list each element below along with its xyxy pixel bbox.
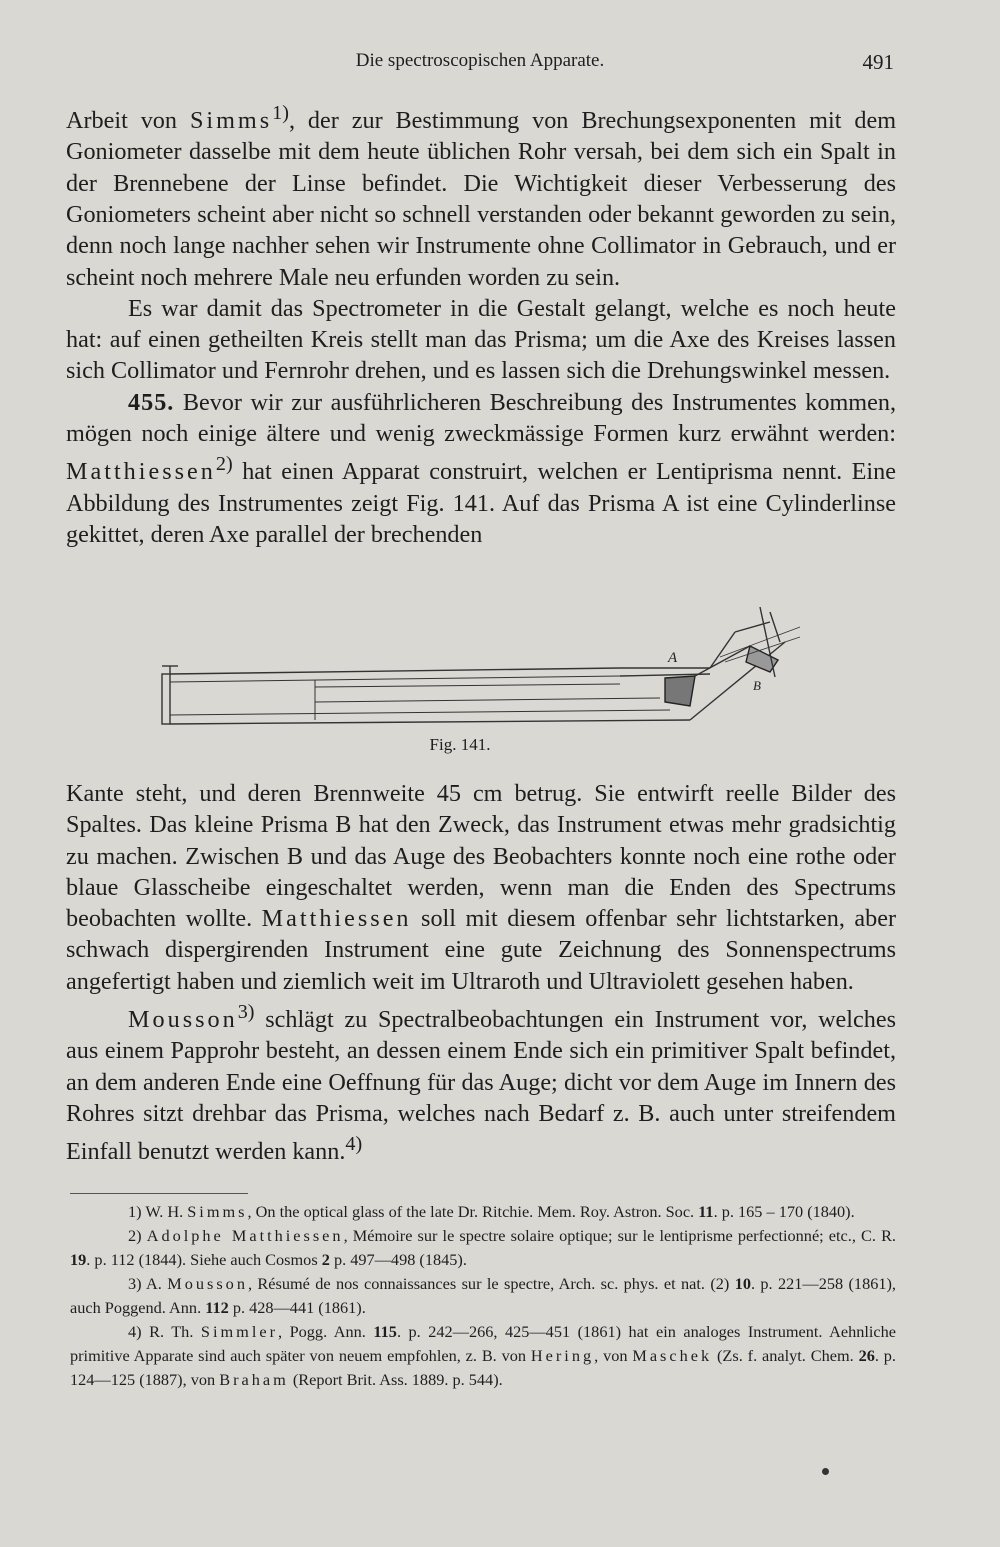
- paragraph-4: [66, 778, 896, 997]
- footnote-ref-1: 1): [272, 102, 289, 124]
- fn2-text-end: p. 497—498 (1845).: [329, 1250, 467, 1269]
- para1-text-start: Arbeit von: [66, 107, 190, 135]
- fn4-text-4: (Zs. f. analyt. Chem.: [712, 1346, 859, 1365]
- author-name-simms: Simms: [189, 107, 273, 135]
- fn1-text-end: . p. 165 – 170 (1840).: [713, 1202, 855, 1221]
- fn4-text-1: , Pogg. Ann.: [278, 1322, 374, 1341]
- figure-141: [150, 602, 810, 762]
- text-block-upper: [66, 98, 896, 550]
- fn4-volume-1: 115: [373, 1322, 397, 1341]
- para4-text-end: soll mit diesem offenbar sehr lichtstarken, aber schwach dispergirenden Instrument eine gute Zeichnung des Sonnenspectrums angefertigt haben und ziemlich weit im Ultraroth und Ultraviolett gesehen haben.: [66, 905, 896, 995]
- footnotes: [70, 1200, 896, 1392]
- text-block-lower: [66, 778, 896, 1168]
- fn1-num: 1) W. H.: [128, 1202, 188, 1221]
- para1-text-end: , der zur Bestimmung von Brechungsexponenten mit dem Goniometer dasselbe mit dem heute üblichen Rohr versah, bei dem sich ein Spalt in der Brennebene der Linse befindet. Die Wichtigkeit dieser Verbesserung des Goniometers scheint aber nicht so schnell verstanden oder bekannt geworden zu sein, denn noch lange nachher sehen wir Instrumente ohne Collimator in Gebrauch, und er scheint noch mehrere Male neu erfunden worden zu sein.: [66, 107, 897, 291]
- fn3-num: 3) A.: [128, 1274, 168, 1293]
- running-title: Die spectroscopischen Apparate.: [355, 50, 605, 71]
- fn4-name: Simmler: [200, 1322, 278, 1341]
- paragraph-1: [66, 98, 896, 293]
- paragraph-3: [66, 387, 896, 551]
- page-header: [66, 50, 894, 80]
- ink-dot: [822, 1468, 829, 1475]
- section-number: 455.: [128, 388, 175, 416]
- fn3-volume-1: 10: [734, 1274, 751, 1293]
- fn2-num: 2): [128, 1226, 147, 1245]
- author-name-matthiessen-2: Matthiessen: [261, 905, 412, 933]
- fn3-text-mid: . p. 221—258 (1861), auch Poggend. Ann.: [70, 1274, 896, 1317]
- fn1-volume: 11: [698, 1202, 714, 1221]
- fn3-text: , Résumé de nos connaissances sur le spectre, Arch. sc. phys. et nat. (2): [247, 1274, 735, 1293]
- paragraph-2: Es war damit das Spectrometer in die Gestalt gelangt, welche es noch heute hat: auf einen getheilten Kreis stellt man das Prisma; um die Axe des Kreises lassen sich Collimator und Fernrohr drehen, und es lassen sich die Drehungswinkel messen.: [66, 294, 896, 385]
- fn3-name: Mousson: [167, 1274, 248, 1293]
- fn4-name-maschek: Maschek: [632, 1346, 713, 1365]
- footnote-rule: [70, 1193, 248, 1194]
- footnote-ref-2: 2): [215, 453, 233, 476]
- footnote-3: [70, 1272, 896, 1320]
- paragraph-5: [66, 997, 896, 1168]
- fn4-text-3: , von: [594, 1346, 633, 1365]
- footnote-ref-4: 4): [345, 1133, 363, 1156]
- fn4-volume-2: 26: [858, 1346, 875, 1365]
- fn2-volume-1: 19: [70, 1250, 87, 1269]
- fn1-text: , On the optical glass of the late Dr. Ritchie. Mem. Roy. Astron. Soc.: [247, 1202, 699, 1221]
- footnote-4: [70, 1320, 896, 1392]
- fn4-name-braham: Braham: [219, 1370, 289, 1389]
- label-a: A: [668, 650, 678, 666]
- fn4-text-6: (Report Brit. Ass. 1889. p. 544).: [288, 1370, 503, 1389]
- fn4-name-hering: Hering: [530, 1346, 595, 1365]
- fn4-text-5: . p. 124—125 (1887), von: [70, 1346, 896, 1389]
- fn2-text: , Mémoire sur le spectre solaire optique; sur le lentiprisme perfectionné; etc., C. R.: [343, 1226, 897, 1245]
- para3-text-end: hat einen Apparat construirt, welchen er Lentiprisma nennt. Eine Abbildung des Instrumentes zeigt Fig. 141. Auf das Prisma A ist eine Cylinderlinse gekittet, deren Axe parallel der brechenden: [66, 458, 896, 548]
- fn1-name: Simms: [187, 1202, 248, 1221]
- figure-caption: Fig. 141.: [429, 735, 491, 754]
- author-name-mousson: Mousson: [128, 1006, 238, 1034]
- fn4-text-2: . p. 242—266, 425—451 (1861) hat ein analoges Instrument. Aehnliche primitive Apparate sind auch später von neuem empfohlen, z. B. von: [70, 1322, 896, 1365]
- fn3-text-end: p. 428—441 (1861).: [228, 1298, 366, 1317]
- label-b: B: [753, 678, 761, 693]
- lentiprisma-drawing: [150, 602, 810, 732]
- para4-text-start: Kante steht, und deren Brennweite 45 cm betrug. Sie entwirft reelle Bilder des Spaltes. Das kleine Prisma B hat den Zweck, das Instrument etwas mehr gradsichtig zu machen. Zwischen B und das Auge des Beobachters konnte noch eine rothe oder blaue Glasscheibe eingeschaltet werden, wenn man die Enden des Spectrums beobachten wollte.: [66, 780, 896, 933]
- footnote-2: [70, 1224, 896, 1272]
- para5-text: schlägt zu Spectralbeobachtungen ein Instrument vor, welches aus einem Papprohr besteht, an dessen einem Ende sich ein primitiver Spalt befindet, an dem anderen Ende eine Oeffnung für das Auge; dicht vor dem Auge im Innern des Rohres sitzt drehbar das Prisma, welches nach Bedarf z. B. auch unter streifendem Einfall benutzt werden kann.: [66, 1006, 896, 1166]
- page-number: 491: [862, 50, 894, 74]
- fn4-num: 4) R. Th.: [128, 1322, 201, 1341]
- footnote-1: [70, 1200, 896, 1224]
- author-name-matthiessen: Matthiessen: [66, 458, 216, 486]
- para3-text-start: Bevor wir zur ausführlicheren Beschreibung des Instrumentes kommen, mögen noch einige ältere und wenig zweckmässige Formen kurz erwähnt werden:: [66, 388, 896, 448]
- fn2-text-mid: . p. 112 (1844). Siehe auch Cosmos: [86, 1250, 322, 1269]
- fn3-volume-2: 112: [205, 1298, 229, 1317]
- fn2-volume-2: 2: [321, 1250, 330, 1269]
- footnote-ref-3: 3): [237, 1001, 255, 1024]
- fn2-name: Adolphe Matthiessen: [146, 1226, 344, 1245]
